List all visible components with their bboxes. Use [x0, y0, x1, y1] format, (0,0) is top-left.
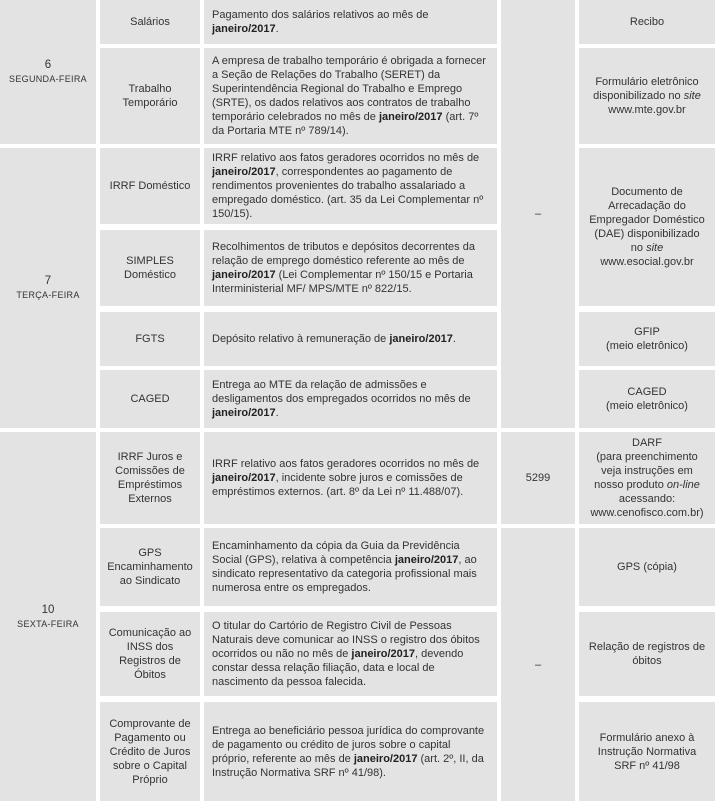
- day-tuesday: [0, 148, 96, 428]
- obligation-label: Comunicação ao INSS dos Registros de Óbitos: [108, 627, 192, 681]
- description-text: Entrega ao beneficiário pessoa jurídica do comprovante de pagamento ou crédito de juros sobre o capital próprio, referente ao mês de janeiro/2017 (art. 2º, II, da Instrução Normativa SRF nº 41/98).: [212, 724, 485, 779]
- obligation-label: SIMPLES Doméstico: [124, 255, 176, 281]
- weekday-label: SEGUNDA-FEIRA: [9, 74, 87, 84]
- day-number: 6: [44, 59, 52, 71]
- code-cell-dash: [501, 0, 575, 428]
- description-cell: [204, 370, 497, 428]
- document-text: CAGED (meio eletrônico): [606, 386, 688, 412]
- description-text: Entrega ao MTE da relação de admissões e desligamentos dos empregados ocorridos no mês de janeiro/2017.: [212, 379, 471, 419]
- obligation-cell: [100, 612, 200, 696]
- obligation-label: Comprovante de Pagamento ou Crédito de Juros sobre o Capital Próprio: [109, 717, 191, 786]
- document-cell: [579, 0, 715, 44]
- document-cell: [579, 528, 715, 606]
- description-text: Pagamento dos salários relativos ao mês de janeiro/2017.: [212, 9, 429, 35]
- code-cell-dash: [501, 528, 575, 801]
- description-text: O titular do Cartório de Registro Civil de Pessoas Naturais deve comunicar ao INSS o registro dos óbitos ocorridos ou não no mês de janeiro/2017, devendo constar dessa relação filiação, data e local de nascimento da pessoa falecida.: [212, 620, 480, 688]
- document-text: DARF (para preenchimento veja instruções em nosso produto on-line acessando: www.cenofisco.com.br): [590, 437, 704, 519]
- document-text: Documento de Arrecadação do Empregador Doméstico (DAE) disponibilizado no site www.esocial.gov.br: [589, 186, 705, 268]
- day-number: 7: [44, 275, 52, 287]
- obligation-label: IRRF Juros e Comissões de Empréstimos Externos: [115, 451, 185, 505]
- obligation-cell: [100, 702, 200, 801]
- description-text: Recolhimentos de tributos e depósitos decorrentes da relação de emprego doméstico referente ao mês de janeiro/2017 (Lei Complementar nº 150/15 e Portaria Interministerial MF/ MPS/MTE nº 822/15.: [212, 241, 475, 295]
- day-monday: [0, 0, 96, 144]
- description-text: Encaminhamento da cópia da Guia da Previdência Social (GPS), relativa à competência janeiro/2017, ao sindicato representativo da categoria profissional mais numerosa entre os empregados.: [212, 540, 477, 594]
- description-cell: [204, 612, 497, 696]
- code-value: –: [534, 658, 542, 671]
- document-text: Relação de registros de óbitos: [588, 641, 706, 667]
- day-friday: [0, 432, 96, 801]
- obligation-label: IRRF Doméstico: [109, 180, 191, 192]
- weekday-label: TERÇA-FEIRA: [16, 290, 80, 300]
- document-text: Recibo: [629, 16, 665, 28]
- document-cell: [579, 370, 715, 428]
- document-cell: [579, 612, 715, 696]
- document-text: GFIP (meio eletrônico): [606, 326, 688, 352]
- obligation-cell: [100, 370, 200, 428]
- obligation-label: Salários: [130, 16, 170, 28]
- obligation-cell: [100, 312, 200, 366]
- description-cell: [204, 702, 497, 801]
- document-cell: [579, 48, 715, 144]
- description-text: Depósito relativo à remuneração de janeiro/2017.: [212, 333, 456, 345]
- description-cell: [204, 312, 497, 366]
- description-cell: [204, 528, 497, 606]
- description-cell: [204, 230, 497, 306]
- document-cell: [579, 432, 715, 524]
- obligation-cell: [100, 48, 200, 144]
- document-text: GPS (cópia): [617, 561, 677, 573]
- document-cell: [579, 702, 715, 801]
- obligation-cell: [100, 0, 200, 44]
- obligation-label: GPS Encaminhamento ao Sindicato: [107, 547, 193, 587]
- document-cell: [579, 312, 715, 366]
- document-text: Formulário anexo à Instrução Normativa SRF nº 41/98: [597, 731, 697, 772]
- weekday-label: SEXTA-FEIRA: [17, 618, 79, 629]
- day-number: 10: [41, 603, 55, 616]
- code-value: –: [534, 208, 542, 220]
- description-text: IRRF relativo aos fatos geradores ocorridos no mês de janeiro/2017, correspondentes ao pagamento de rendimentos provenientes do trabalho assalariado a empregado doméstico. (art. 35 da Lei Complementar nº 150/15).: [212, 152, 484, 220]
- code-value: 5299: [525, 472, 551, 484]
- description-cell: [204, 48, 497, 144]
- obligation-cell: [100, 230, 200, 306]
- description-cell: [204, 0, 497, 44]
- obligation-cell: [100, 432, 200, 524]
- description-text: IRRF relativo aos fatos geradores ocorridos no mês de janeiro/2017, incidente sobre juros e comissões de empréstimos externos. (art. 8º da Lei nº 11.488/07).: [212, 458, 480, 498]
- obligation-label: CAGED: [130, 393, 170, 405]
- obligation-label: FGTS: [135, 333, 165, 345]
- obligation-cell: [100, 148, 200, 224]
- code-cell-irrf: [501, 432, 575, 524]
- document-cell-dae: [579, 148, 715, 306]
- description-text: A empresa de trabalho temporário é obrigada a fornecer a Seção de Relações do Trabalho (SERET) da Superintendência Regional do Trabalho e Emprego (SRTE), os dados relativos aos contratos de trabalho temporário celebrados no mês de janeiro/2017 (art. 7º da Portaria MTE nº 789/14).: [212, 55, 486, 137]
- document-text: Formulário eletrônico disponibilizado no site www.mte.gov.br: [593, 76, 701, 116]
- obligation-cell: [100, 528, 200, 606]
- description-cell: [204, 148, 497, 224]
- description-cell: [204, 432, 497, 524]
- obligation-label: Trabalho Temporário: [122, 83, 178, 109]
